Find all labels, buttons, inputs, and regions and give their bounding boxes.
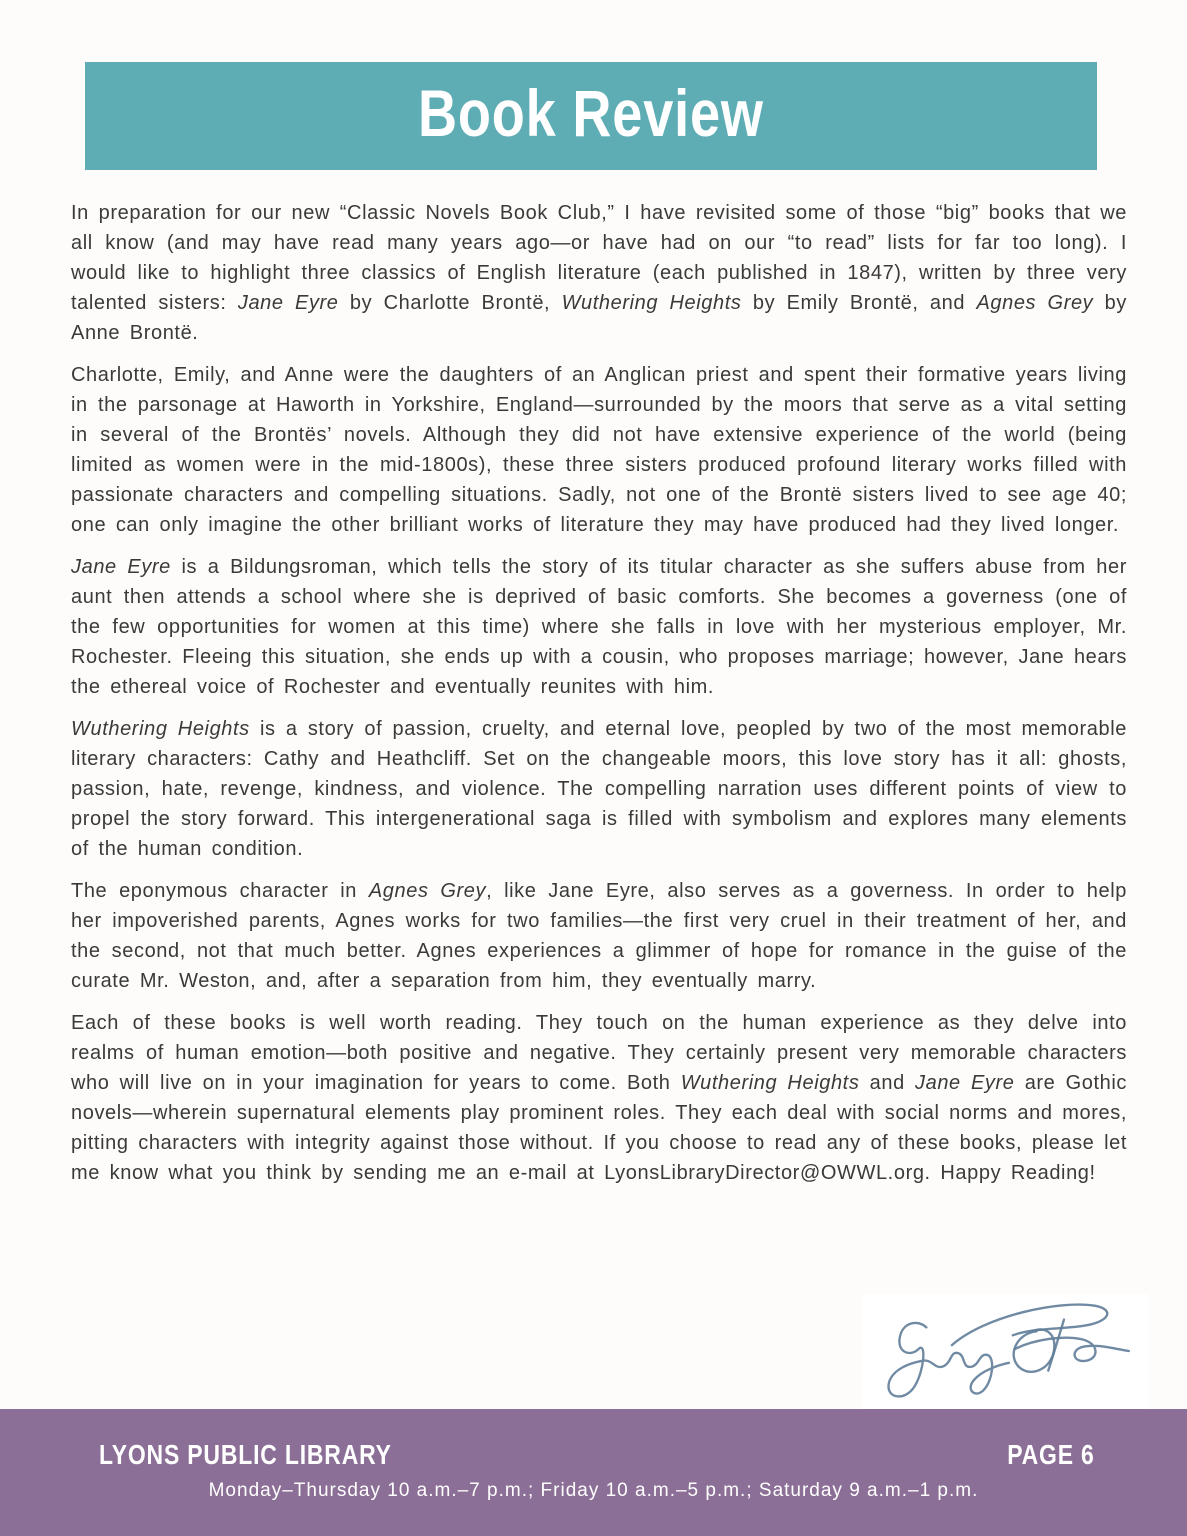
signature-ink-icon xyxy=(862,1294,1148,1410)
paragraph-agnes-grey: The eponymous character in Agnes Grey, like Jane Eyre, also serves as a governess. In order to help her impoverished parents, Agnes works for two families—the first very cruel in their treatment of her, and the second, not that much better. Agnes experiences a glimmer of hope for romance in the guise of the curate Mr. Weston, and, after a separation from him, they eventually marry. xyxy=(71,880,1127,992)
paragraph-conclusion: Each of these books is well worth reading. They touch on the human experience as they delve into realms of human emotion—both positive and negative. They certainly present very memorable characters who will live on in your imagination for years to come. Both Wuthering Heights and Jane Eyre are Gothic novels—wherein supernatural elements play prominent roles. They each deal with social norms and mores, pitting characters with integrity against those without. If you choose to read any of these books, please let me know what you think by sending me an e-mail at LyonsLibraryDirector@OWWL.org. Happy Reading! xyxy=(71,1012,1127,1184)
library-hours: Monday–Thursday 10 a.m.–7 p.m.; Friday 10 a.m.–5 p.m.; Saturday 9 a.m.–1 p.m. xyxy=(208,1480,979,1501)
footer-bar xyxy=(0,1409,1187,1536)
paragraph-intro: In preparation for our new “Classic Novels Book Club,” I have revisited some of those “big” books that we all know (and may have read many years ago—or have had on our “to read” lists for far too long). I would like to highlight three classics of English literature (each published in 1847), written by three very talented sisters: Jane Eyre by Charlotte Brontë, Wuthering Heights by Emily Brontë, and Agnes Grey by Anne Brontë. xyxy=(71,202,1127,344)
footer-row xyxy=(0,1409,1187,1471)
paragraph-wuthering-heights: Wuthering Heights is a story of passion, cruelty, and eternal love, peopled by two of the most memorable literary characters: Cathy and Heathcliff. Set on the changeable moors, this love story has it all: ghosts, passion, hate, revenge, kindness, and violence. The compelling narration uses different points of view to propel the story forward. This intergenerational saga is filled with symbolism and explores many elements of the human condition. xyxy=(71,718,1128,860)
header-band xyxy=(85,62,1097,170)
page-title: Book Review xyxy=(418,76,764,150)
library-name: LYONS PUBLIC LIBRARY xyxy=(99,1439,392,1470)
paragraph-bronte-sisters: Charlotte, Emily, and Anne were the daughters of an Anglican priest and spent their formative years living in the parsonage at Haworth in Yorkshire, England—surrounded by the moors that serve as a vital setting in several of the Brontës’ novels. Although they did not have extensive experience of the world (being limited as women were in the mid-1800s), these three sisters produced profound literary works filled with passionate characters and compelling situations. Sadly, not one of the Brontë sisters lived to see age 40; one can only imagine the other brilliant works of literature they may have produced had they lived longer. xyxy=(71,364,1127,536)
signature-image xyxy=(862,1294,1148,1410)
paragraph-jane-eyre: Jane Eyre is a Bildungsroman, which tells the story of its titular character as she suffers abuse from her aunt then attends a school where she is deprived of basic comforts. She becomes a governess (one of the few opportunities for women at this time) where she falls in love with her mysterious employer, Mr. Rochester. Fleeing this situation, she ends up with a cousin, who proposes marriage; however, Jane hears the ethereal voice of Rochester and eventually reunites with him. xyxy=(71,556,1127,698)
page-number: PAGE 6 xyxy=(1007,1439,1095,1470)
article-body xyxy=(71,198,1127,1200)
